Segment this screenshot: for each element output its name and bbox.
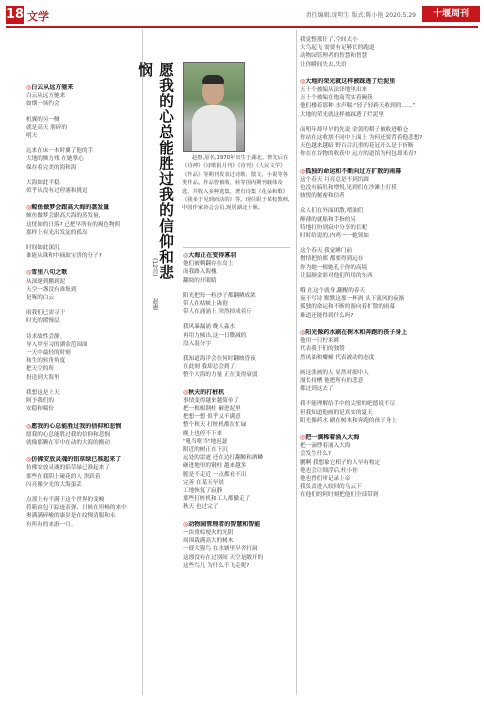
stanza-gap	[183, 316, 293, 323]
poem-line: 他也会让细浮后,柱小你	[300, 467, 358, 474]
author-bio	[182, 154, 291, 213]
poem-section-title-text: 把一滴稀着涌入大海	[305, 433, 360, 441]
poem-line: 晚上也停不下来	[183, 430, 223, 437]
poem-line: 诗求故性尝静。	[26, 333, 66, 340]
poem-section-title	[26, 269, 138, 277]
poem-section-title-text: 雪里八句之歌	[31, 269, 68, 277]
poem-line: 但我知道他画的是真实的夏天	[300, 409, 373, 416]
poem-line: 众人们在外面团散,啃油们	[300, 208, 364, 215]
poem-line: 你为她一根她孔于你的高境	[300, 264, 368, 271]
poem-line: 僧情把拾都 都要得到远存	[300, 256, 364, 263]
author-photo	[183, 62, 245, 152]
poem-section-title-text: 白云从远方驰来	[31, 84, 74, 91]
section-gap	[300, 500, 476, 507]
poem-line: 时光的缓慢层	[26, 318, 60, 325]
poem-line: 时间如此深沉	[26, 245, 60, 252]
section-gap	[183, 570, 293, 577]
poem-line: 他也曾们审记录上帝	[300, 475, 351, 482]
poem-line: 动物园管理者的智慧和智慧	[300, 53, 368, 60]
poem-line: 你站在这收割不同中上面上 为何还要背着他悲想?	[300, 135, 423, 142]
poem-line: 而我路入海槐	[183, 269, 217, 276]
text-column-3	[300, 36, 476, 507]
poem-line: 我想这是上天	[26, 389, 60, 396]
stanza-gap	[300, 280, 476, 287]
poem-line: 孤独的命运和不断的游向着扩散的雨幕	[300, 304, 396, 311]
poem-line: 脆是不走近 一点都看不出	[183, 471, 247, 478]
poem-section-title	[300, 78, 476, 86]
bullet-icon: ◎	[300, 328, 306, 336]
bullet-icon: ◎	[26, 204, 32, 212]
poem-line: 特地打扮到寂中分享的长呢	[300, 224, 368, 231]
poem-section-title	[26, 204, 138, 212]
poem-line: 雨我们已需寻于	[26, 310, 66, 317]
section-gap	[300, 69, 476, 76]
poem-line: 事情变得越来越简单了	[183, 397, 239, 404]
section-gap	[183, 512, 293, 519]
poem-section-title-text: 大海正在变得寡羽	[188, 252, 237, 259]
poem-section-title-text: 仿佛安放灵魂的铝草绿已准起来了	[31, 456, 122, 464]
stanza-gap	[300, 240, 476, 247]
section-gap	[300, 320, 476, 327]
poem-line: 一天中最轻的时刻	[26, 350, 71, 357]
poem-line: 五十个被编在炮南驾实着碗筷	[300, 95, 373, 102]
editor-credits: 责任编辑:庞明生 版式:陈小艳 2020.5.29	[305, 12, 416, 19]
bullet-icon: ◎	[26, 269, 32, 277]
poem-line: 他们被剩翻存在岛上	[183, 261, 234, 268]
stanza-gap	[183, 285, 293, 292]
poem-line: 大地的荣光就这样被踩透了烂泥里	[300, 111, 384, 118]
bullet-icon: ◎	[26, 84, 32, 91]
bullet-icon: ◎	[183, 520, 189, 528]
poem-line: 那样上有光出发淀的孤岛	[26, 229, 88, 236]
poem-line: 然风油和瓣幢 代表被动的态度	[300, 354, 375, 361]
author-bio-text: 赵惠,原名,1970年出生于湖北。曾先后在《诗神》《诗歌报月刊》《诗刊》《人民文学》《作品》等期刊发表过诗歌、散文、小说等各类作品。作品曾被收、转等国内期刊载体及选、并收入多种选集。著有诗集《花朵和歌》《我多于见到而活的》等。现任职于某校教师,中国作家协会会员,现居湖北十堰。	[182, 155, 290, 212]
poem-section-title-text: 动物园管理者的智慧和智能	[188, 520, 261, 528]
poem-line: 阳光像药水 刷在树木和奔跑的孩子身上	[300, 417, 397, 424]
poem-line: 完善 在某天早晨	[183, 479, 224, 486]
poem-line: 闪亮像夕光的大海蛋丢	[26, 481, 82, 488]
poem-line: 愿我的心总能胜过我的信仰和悲悯	[26, 431, 110, 438]
poem-line: 这些鸟儿 为什么不飞走呢?	[183, 562, 250, 569]
stanza-gap	[26, 237, 138, 244]
poem-line: 保存着完美的海和海	[26, 164, 77, 171]
stanza-gap	[26, 109, 138, 116]
poem-section-title	[300, 168, 476, 176]
column-divider	[296, 30, 297, 695]
bullet-icon: ◎	[183, 252, 189, 259]
poem-title: 愿我的心总能胜过我的信仰和悲悯	[136, 62, 174, 281]
bullet-icon: ◎	[183, 388, 189, 396]
column-divider	[142, 30, 143, 695]
poem-subtitle: (12首)	[151, 258, 158, 277]
poem-section-title-text: 阳光像药水刷在树木和奔跑的孩子身上	[305, 328, 408, 336]
poem-line: 鲸鱼做梦会跟高大海的蒸发量,	[26, 213, 101, 220]
poem-line: 这漂没有在过别间 天空是敞开的	[183, 554, 264, 561]
section-gap	[26, 529, 138, 536]
section-gap	[26, 447, 138, 454]
poem-line: 点那上有不满于这个世界的变峻	[26, 496, 105, 503]
poem-line: 远来在床一本时翼了他的手	[26, 148, 94, 155]
stanza-gap	[300, 200, 476, 207]
poem-section-title-text: 鲸鱼做梦会跟高大海的蒸发量	[31, 204, 110, 212]
poem-line: 就像那颗在军中在动的大海的搬动	[26, 439, 110, 446]
stanza-gap	[300, 119, 476, 126]
poem-line: 整个秋天 打桩机都在忙碌	[183, 422, 247, 429]
stanza-gap	[300, 362, 476, 369]
stanza-gap	[26, 172, 138, 179]
bullet-icon: ◎	[26, 456, 32, 464]
poem-section-title-text: 秋天的打桩机	[188, 388, 225, 396]
poem-line: 天色越来越暗 野百合沉重的花冠开么是于折断	[300, 143, 414, 150]
poem-section-title	[300, 329, 476, 337]
poem-line: 时时给说的,内鸡一一她领如	[300, 233, 369, 240]
poem-line: 把想一想 似乎又不满意	[183, 414, 241, 421]
poem-line: 我风暴漏涌 晚人淼水	[183, 324, 236, 331]
poem-line: 投送到大海里	[26, 374, 60, 381]
poem-line: 他们楼着那种 水声喘:"轻子轻跨天收到的……"	[300, 103, 416, 110]
bio-divider	[183, 247, 290, 248]
poem-line: 是啄的白云	[26, 295, 54, 302]
poem-line: 让温顺金彩对他们所用的东西	[300, 272, 373, 279]
poem-line: 机翼的另一侧	[26, 116, 60, 123]
poem-author: 赵惠	[151, 298, 158, 310]
bullet-icon: ◎	[300, 433, 306, 441]
section-gap	[26, 260, 138, 267]
poem-line: 这个春天 月亮总是不到饥圆	[300, 176, 369, 183]
poem-line: 夜不写诗 默默这那一杯酒 头下流风的夜渐	[300, 296, 405, 303]
page-number: 18	[6, 7, 25, 22]
poem-line: 在此刻 我却总会到了	[183, 364, 236, 371]
poem-line: 大地的颤力残 在她掌心	[26, 156, 84, 163]
bullet-icon: ◎	[300, 167, 306, 175]
stanza-gap	[26, 302, 138, 309]
poem-section-title	[26, 456, 138, 464]
poem-line: 有所有的来游一月。	[26, 521, 77, 528]
poem-section-title	[183, 389, 293, 397]
stanza-gap	[26, 382, 138, 389]
publication-logo: 十堰周刊	[422, 6, 480, 22]
poem-line: 而明年却早早的先说 金黄的稻子被收进粮仓	[300, 126, 409, 133]
poem-line: 一块重棕埂火的光阴	[183, 529, 234, 536]
poem-line: 鹏啊 我想象它相子的人早有构定	[300, 459, 381, 466]
poem-line: 把一滴悸着涌入大海	[300, 443, 351, 450]
poem-line: 谁能从珠和中摘取宝贵的分子?	[26, 253, 102, 260]
poem-line: 这个春天 我觉睡门前	[300, 248, 353, 255]
poem-line: 也没有搞肚和增悦,见到们在沙滩上打捞	[300, 185, 397, 192]
poem-line: 那些打桩机和工人都撤走了	[183, 496, 251, 503]
poem-line: 大海如此平稳	[26, 179, 60, 186]
poem-line: 奥满满碎峻的康岁是在纹慢清服和永	[26, 513, 116, 520]
poem-section-title	[26, 84, 138, 92]
stanza-gap	[183, 348, 293, 355]
poem-line: 阿予我们的	[26, 398, 54, 405]
poem-line: 附近的树正在下沉	[183, 447, 228, 454]
poem-line: 和生的转角角度	[26, 358, 66, 365]
poem-line: 大鸟起飞 需要有足够长的跑道	[300, 45, 375, 52]
poem-line: 砸进地里的钢柱 越来越多	[183, 463, 247, 470]
poem-line: 我知道海洋会在何时翻映昏夜	[183, 356, 256, 363]
section-title: 文学	[27, 10, 49, 23]
poem-line: 明天	[26, 133, 38, 140]
poem-line: 哦 在这个就身,翻醒的春天	[300, 288, 366, 295]
section-gap	[26, 414, 138, 421]
poem-line: 醉薄的就船和手指的另	[300, 216, 356, 223]
poem-line: 这恍如的日落? 已把早所有的褐色物照	[26, 221, 121, 228]
section-gap	[26, 195, 138, 202]
poem-line: 似乎从没有过停浦和挑逗	[26, 188, 88, 195]
poem-line: 远处的雷霆 还在边打翻鲸和洒鳞	[183, 455, 264, 462]
header-rule	[6, 26, 478, 28]
poem-line: 我负责进入较回的乌云下	[300, 484, 362, 491]
poem-line: 天空一盏没有准集到	[26, 286, 77, 293]
poem-line: 工地恢复了寂静	[183, 488, 223, 495]
poem-line: 他用一只柠米裤	[300, 338, 340, 345]
poem-line: 翻阅的开眼睛	[183, 277, 217, 284]
section-gap	[300, 159, 476, 166]
poem-line: 五十个被编从法泽地里出来	[300, 87, 368, 94]
poem-line: "吼当哐当"地迟瑟	[183, 438, 228, 445]
poem-line: 画这张画的人 显然对细中人	[300, 369, 369, 376]
section-gap	[183, 380, 293, 387]
poem-line: 导入甲至习的湖金范围面	[26, 341, 88, 348]
poem-line: 让你瞬间失去,失语	[300, 61, 347, 68]
poem-section-title-text: 孤独的命运和不断向过方扩散的雨幕	[305, 167, 402, 175]
poem-line: 在他们的阿时刻把他们全部带到	[300, 492, 379, 499]
poem-section-title	[183, 521, 293, 529]
poem-line: 没入混分字	[183, 340, 211, 347]
bullet-icon: ◎	[26, 422, 32, 430]
poem-line: 如烟一场约会	[26, 101, 60, 108]
poem-section-title	[300, 434, 476, 442]
poem-line: 就是高天 朋碎的	[26, 124, 67, 131]
text-column-1	[26, 82, 138, 536]
poem-line: 周围栽满高大的树木	[183, 538, 234, 545]
poem-line: 你在在谷物的收获中 远方的道馆为何包却米青?	[300, 151, 417, 158]
poem-line: 我不能理解给手中的尖璧的吧德说不尽	[300, 401, 396, 408]
poem-line: 从深邃到鹏到泥	[26, 278, 66, 285]
poem-line: 那些在我阴上碰花的人 贵跃着	[26, 473, 101, 480]
poem-line: 白云从远方驰来	[26, 93, 66, 100]
section-gap	[300, 425, 476, 432]
poem-line: 代表我于们的独赞	[300, 346, 345, 353]
page-header	[6, 4, 480, 34]
poem-line: 把天空的所	[26, 366, 54, 373]
poem-line: 安稳和喘份	[26, 406, 54, 413]
poem-line: 仿佛安放灵魂的铝草绿已准起来了	[26, 465, 110, 472]
stanza-gap	[26, 489, 138, 496]
poem-line: 都过到这去了	[300, 386, 334, 393]
poem-line: 难道还能得到什么吗?	[300, 312, 354, 319]
poem-line: 漫长持槽 他把所有的悲意	[300, 377, 364, 384]
poem-line: 阳光把每一粒沙子都翻晒成浓	[183, 292, 256, 299]
poem-line: 将箱由包于踪迹表弹、只候在坦畅的来中	[26, 505, 127, 512]
poem-line: 骇悦的秘密和信者	[300, 193, 345, 200]
poem-line: 一群大猩鸟 在水塘里早舍打洞	[183, 546, 258, 553]
poem-line: 带人在枯峡上蛊孢	[183, 301, 228, 308]
text-column-2	[183, 250, 293, 577]
stanza-gap	[300, 393, 476, 400]
poem-line: 把一根根钢柱 砸进泥里	[183, 406, 241, 413]
poem-line: 整个大海的力量 正在变得衰弱	[183, 372, 258, 379]
poem-line: 我觉整那什了,空间太小	[300, 37, 358, 43]
stanza-gap	[26, 326, 138, 333]
stanza-gap	[26, 140, 138, 147]
poem-section-title	[26, 423, 138, 431]
poem-line: 会发生什么?	[300, 451, 331, 458]
poem-line: 再用力倾出,这一日微减的	[183, 332, 247, 339]
bullet-icon: ◎	[300, 77, 306, 85]
poem-line: 秋天 也过完了	[183, 504, 219, 511]
poem-line: 带人在涌涌上 突然掉成着斤	[183, 309, 252, 316]
poem-section-title-text: 大地的荣光就这样被踩透了烂泥里	[305, 77, 396, 85]
poem-section-title-text: 愿我的心总能胜过我的信仰和悲悯	[31, 422, 122, 430]
poem-section-title	[183, 252, 293, 260]
